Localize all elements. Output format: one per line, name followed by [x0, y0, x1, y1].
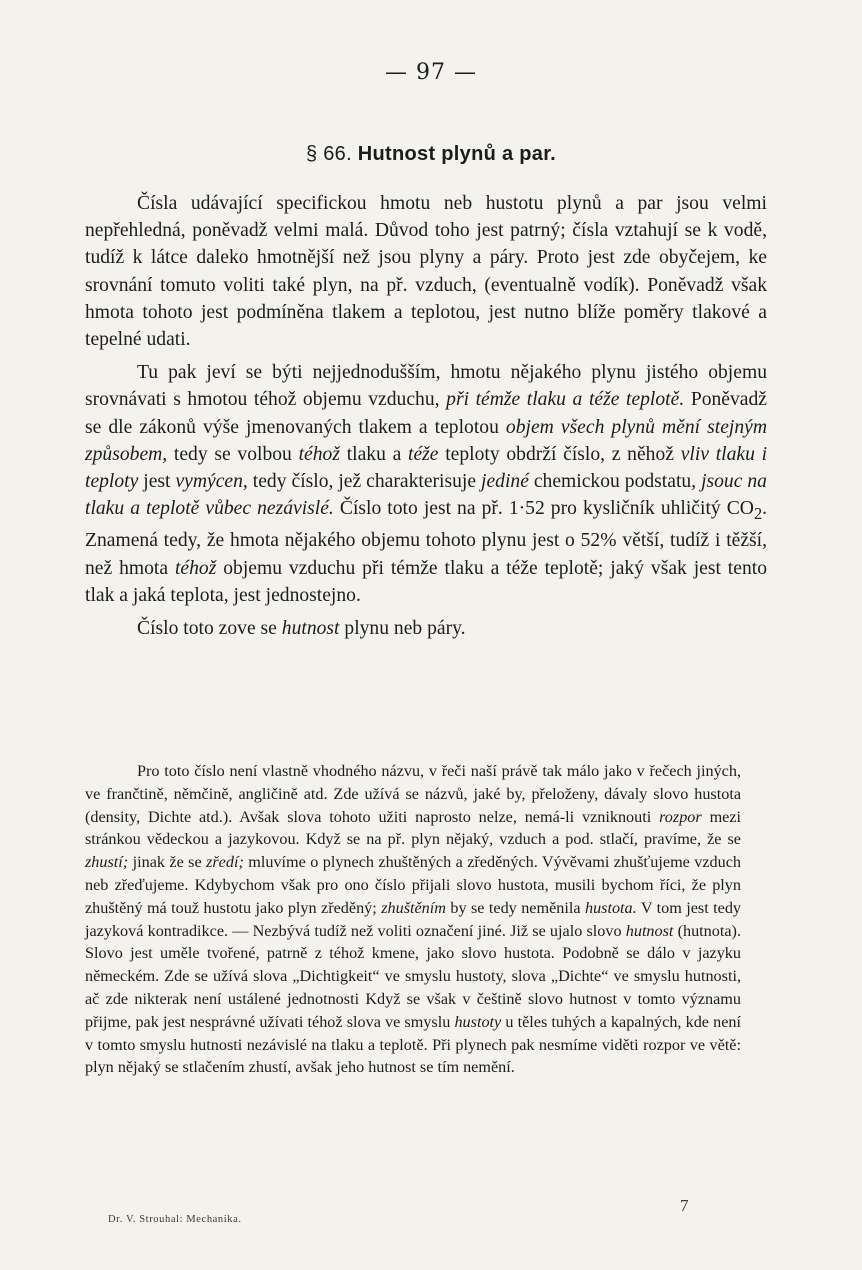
emphasis: jsouc na tlaku a teplotě vůbec nezávislé.	[85, 471, 767, 520]
emphasis: vliv tlaku i teploty	[85, 443, 768, 493]
emphasis: zhustí;	[85, 853, 129, 872]
emphasis: hutnost	[281, 617, 340, 639]
text-run: (hutnota). Slovo jest uměle tvořené, patrně z téhož kmene, jako slovo hustota. Podobně se dálo v jazyku německém. Zde se užívá slova „Dichtigkeit“ ve smyslu hustoty, slova „Dichte“ ve smyslu hutnosti, ač zde nikterak není ustálené jednotnosti Když se však v češtině slovo hutnost v tomto významu přijme, pak jest nesprávné užívati téhož slova ve smyslu	[85, 921, 741, 1031]
subscript: 2	[753, 504, 763, 524]
paragraph-3	[85, 615, 767, 642]
text-run: Tu pak jeví se býti nejjednodušším, hmotu nějakého plynu jistého objemu srovnávati s hmotou téhož objemu vzduchu,	[85, 362, 767, 411]
emphasis: objem všech plynů mění stejným způsobem,	[85, 416, 767, 465]
emphasis: téže	[408, 443, 439, 465]
text-run: u těles tuhých a kapalných, kde není v tomto smyslu hutnosti nezávislé na tlaku a teplotě. Při plynech pak nesmíme viděti rozpor ve větě: plyn nějaký se stlačením zhustí, avšak jeho hutnost se tím nemění.	[85, 1012, 742, 1077]
text-run: jest	[143, 471, 171, 493]
paragraph-1: Čísla udávající specifickou hmotu neb hustotu plynů a par jsou velmi nepřehledná, poněvadž velmi malá. Důvod toho jest patrný; čísla vztahují se k vodě, tudíž k látce daleko hmotnější než jsou plyny a páry. Proto jest zde obyčejem, ke srovnání tomuto voliti také plyn, na př. vzduch, (eventualně vodík). Poněvadž však hmota tohoto jest podmíněna tlakem a teplotou, jest nutno blíže poměry tlakové a tepelné udati.	[85, 193, 767, 351]
text-run: chemickou podstatu,	[533, 471, 697, 493]
text-run: V tom jest tedy jazyková kontradikce. — Nezbývá tudíž než voliti označení jiné. Již se ujalo slovo	[85, 898, 742, 940]
text-run: mluvíme o plynech zhuštěných a zředěných. Vývěvami zhušťujeme vzduch neb zřeďujeme. Kdybychom však pro ono číslo přijali slovo hustota, musili bychom říci, že plyn zhuštěný má touž hustotu jako plyn zředěný;	[85, 853, 742, 917]
emphasis: vymýcen,	[175, 471, 248, 493]
text-run: Pro toto číslo není vlastně vhodného názvu, v řeči naší právě tak málo jako v řečech jiných, ve frančtině, němčině, angličině atd. Zde užívá se názvů, jaké by, přeloženy, dávaly slovo hustota (density, Dichte atd.). Avšak slova tohoto užiti naprosto nelze, nemá-li vzniknouti	[85, 762, 741, 826]
text-run: tedy se volbou	[173, 443, 292, 465]
text-run: by se tedy neměnila	[450, 898, 581, 917]
text-run: plynu neb páry.	[344, 617, 466, 639]
sheet-number: 7	[680, 1196, 689, 1215]
emphasis: hustoty	[454, 1012, 502, 1031]
emphasis: zředí;	[206, 853, 244, 872]
footer-signature: Dr. V. Strouhal: Mechanika.	[108, 1214, 242, 1225]
section-title: Hutnost plynů a par.	[357, 143, 557, 165]
text-run: . Znamená tedy, že hmota nějakého objemu tohoto plynu jest o 52% větší, tudíž i těžší, než hmota	[85, 498, 768, 579]
emphasis: zhuštěním	[381, 898, 446, 917]
page-number: — 97 —	[385, 60, 477, 85]
section-heading	[0, 143, 862, 166]
paragraph-2	[85, 359, 767, 609]
emphasis: při témže tlaku a téže teplotě.	[446, 389, 685, 411]
main-text	[85, 190, 767, 642]
note-paragraph	[85, 760, 741, 1079]
text-run: teploty obdrží číslo, z něhož	[445, 443, 674, 465]
text-run: tedy číslo, jež charakterisuje	[252, 471, 477, 493]
emphasis: téhož	[298, 443, 340, 465]
text-run: jinak že se	[132, 853, 202, 872]
text-run: Poněvadž se dle zákonů výše jmenovaných tlakem a teplotou	[85, 389, 767, 438]
emphasis: hustota.	[584, 898, 637, 917]
text-run: mezi stránkou vědeckou a jazykovou. Když se na př. plyn nějaký, vzduch a pod. stlačí, pravíme, že se	[85, 807, 742, 849]
section-number: § 66.	[305, 143, 352, 165]
text-run: Číslo toto zove se	[137, 617, 277, 639]
emphasis: rozpor	[659, 807, 702, 826]
text-run: Číslo toto jest na př. 1·52 pro kysličník uhličitý CO	[339, 498, 754, 520]
emphasis: hutnost	[625, 921, 674, 940]
emphasis: jediné	[481, 471, 529, 493]
text-run: objemu vzduchu při témže tlaku a téže teplotě; jaký však jest tento tlak a jaká teplota, jest jednostejno.	[85, 557, 767, 606]
note-text	[85, 760, 741, 1079]
text-run: tlaku a	[346, 443, 402, 465]
emphasis: téhož	[174, 557, 217, 579]
